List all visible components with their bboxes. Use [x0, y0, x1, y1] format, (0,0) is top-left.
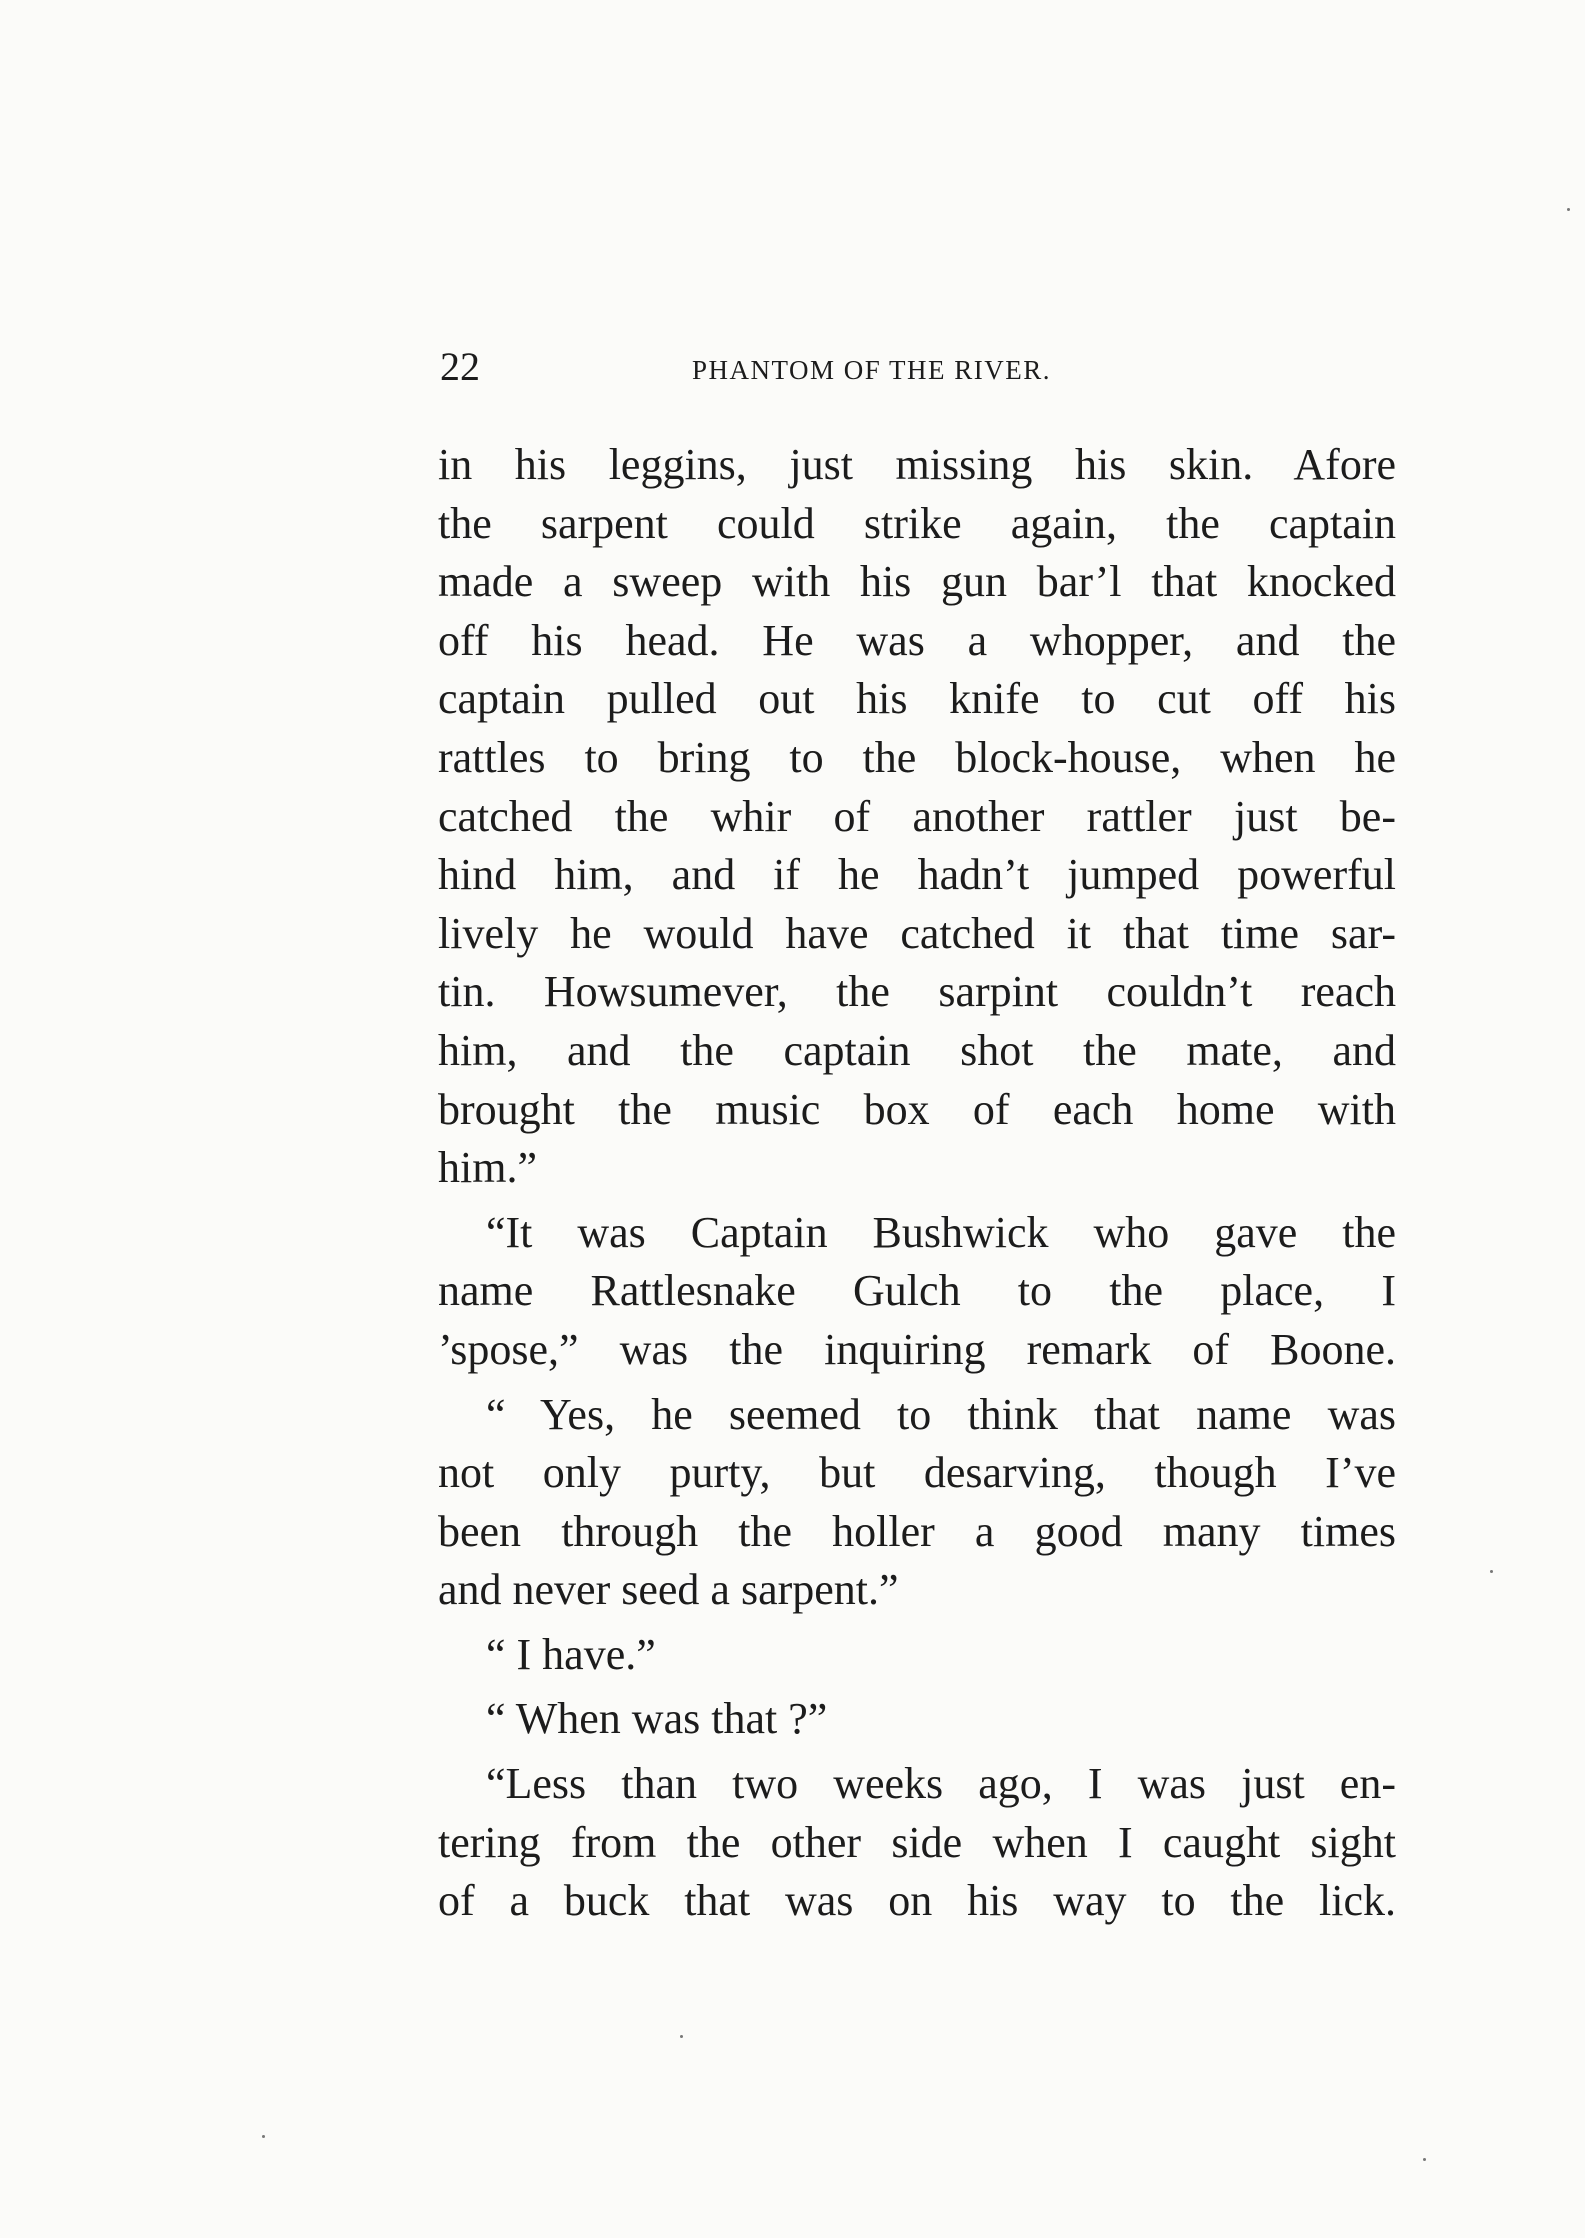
running-title: PHANTOM OF THE RIVER.: [692, 355, 1052, 385]
text-line: “Less than two weeks ago, I was just en-: [486, 1759, 1396, 1809]
page-number: 22: [440, 344, 480, 389]
text-line: catched the whir of another rattler just be-: [438, 791, 1396, 841]
text-line: “ I have.”: [486, 1629, 656, 1679]
paper-speck: [680, 2035, 683, 2038]
text-line: name Rattlesnake Gulch to the place, I: [438, 1266, 1396, 1316]
text-line: “ Yes, he seemed to think that name was: [486, 1389, 1396, 1439]
text-line: of a buck that was on his way to the lick.: [438, 1876, 1396, 1926]
text-line: off his head. He was a whopper, and the: [438, 615, 1396, 665]
paper-speck: [262, 2135, 265, 2138]
text-line: him.”: [438, 1143, 537, 1193]
text-line: tin. Howsumever, the sarpint couldn’t reach: [438, 967, 1396, 1017]
text-line: rattles to bring to the block-house, when he: [438, 732, 1396, 782]
text-line: lively he would have catched it that time sar-: [438, 908, 1396, 958]
text-line: in his leggins, just missing his skin. Afore: [438, 440, 1396, 489]
text-line: the sarpent could strike again, the captain: [438, 498, 1396, 548]
text-line: “It was Captain Bushwick who gave the: [486, 1207, 1396, 1257]
text-line: “ When was that ?”: [486, 1694, 828, 1744]
paper-speck: [1490, 1570, 1493, 1573]
text-line: tering from the other side when I caught sight: [438, 1817, 1396, 1867]
running-head: [440, 342, 1396, 402]
text-line: captain pulled out his knife to cut off his: [438, 674, 1396, 724]
text-line: made a sweep with his gun bar’l that knocked: [438, 557, 1396, 607]
body-text: [438, 436, 1396, 1931]
text-line: hind him, and if he hadn’t jumped powerful: [438, 850, 1396, 900]
text-line: him, and the captain shot the mate, and: [438, 1025, 1396, 1075]
text-line: been through the holler a good many times: [438, 1506, 1396, 1556]
text-line: ’spose,” was the inquiring remark of Boone.: [438, 1324, 1396, 1374]
paper-speck: [1423, 2158, 1426, 2161]
text-line: not only purty, but desarving, though I’ve: [438, 1448, 1396, 1498]
text-line: and never seed a sarpent.”: [438, 1565, 899, 1615]
text-line: brought the music box of each home with: [438, 1084, 1396, 1134]
paper-speck: [1567, 208, 1570, 211]
